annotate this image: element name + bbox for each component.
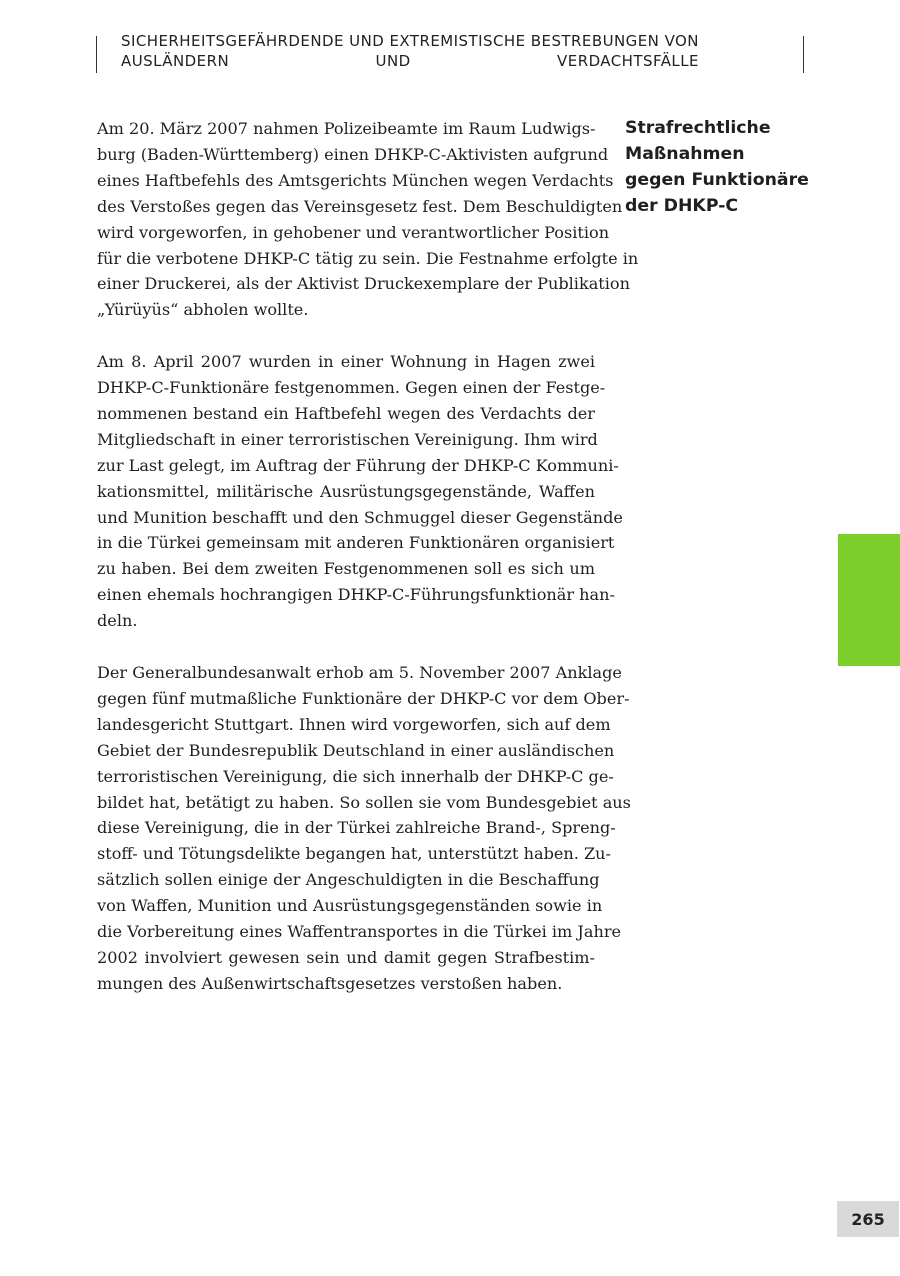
page-number-box xyxy=(837,1201,899,1237)
text-line: kationsmittel, militärische Ausrüstungsgegenstände, Waffen xyxy=(97,481,595,501)
text-line: DHKP-C-Funktionäre festgenommen. Gegen einen der Festge- xyxy=(97,378,606,398)
margin-note xyxy=(625,116,815,220)
text-line: Gebiet der Bundesrepublik Deutschland in einer ausländischen xyxy=(97,740,615,760)
text-line: zu haben. Bei dem zweiten Festgenommenen soll es sich um xyxy=(97,559,595,579)
text-line: bildet hat, betätigt zu haben. So sollen sie vom Bundesgebiet aus xyxy=(97,792,631,812)
paragraph xyxy=(97,349,623,634)
paragraph xyxy=(97,660,631,997)
text-line: stoff- und Tötungsdelikte begangen hat, unterstützt haben. Zu- xyxy=(97,844,611,864)
header-title-line: SICHERHEITSGEFÄHRDENDE UND EXTREMISTISCHE BESTREBUNGEN VON xyxy=(121,32,699,50)
text-line: sätzlich sollen einige der Angeschuldigten in die Beschaffung xyxy=(97,870,600,890)
main-text xyxy=(97,116,639,1023)
paragraph xyxy=(97,116,639,323)
text-line: einen ehemals hochrangigen DHKP-C-Führungsfunktionär han- xyxy=(97,585,615,605)
running-header xyxy=(96,32,804,73)
text-line: für die verbotene DHKP-C tätig zu sein. Die Festnahme erfolgte in xyxy=(97,248,639,268)
header-title-line: AUSLÄNDERN UND VERDACHTSFÄLLE xyxy=(121,52,699,70)
text-line: gegen fünf mutmaßliche Funktionäre der DHKP-C vor dem Ober- xyxy=(97,688,630,708)
text-line: nommenen bestand ein Haftbefehl wegen des Verdachts der xyxy=(97,403,595,423)
page-number: 265 xyxy=(851,1209,885,1229)
text-line: mungen des Außenwirtschaftsgesetzes verstoßen haben. xyxy=(97,973,563,993)
text-line: des Verstoßes gegen das Vereinsgesetz fest. Dem Beschuldigten xyxy=(97,196,623,216)
text-line: und Munition beschafft und den Schmuggel dieser Gegenstände xyxy=(97,507,623,527)
text-line: landesgericht Stuttgart. Ihnen wird vorgeworfen, sich auf dem xyxy=(97,714,611,734)
margin-note-line: der DHKP-C xyxy=(625,195,739,216)
text-line: 2002 involviert gewesen sein und damit gegen Strafbestim- xyxy=(97,947,595,967)
text-line: Mitgliedschaft in einer terroristischen Vereinigung. Ihm wird xyxy=(97,429,598,449)
text-line: eines Haftbefehls des Amtsgerichts München wegen Verdachts xyxy=(97,170,614,190)
text-line: von Waffen, Munition und Ausrüstungsgegenständen sowie in xyxy=(97,896,603,916)
text-line: Am 20. März 2007 nahmen Polizeibeamte im Raum Ludwigs- xyxy=(97,119,596,138)
text-line: einer Druckerei, als der Aktivist Druckexemplare der Publikation xyxy=(97,274,630,294)
text-line: „Yürüyüs“ abholen wollte. xyxy=(97,300,309,320)
section-tab xyxy=(838,534,900,666)
margin-note-line: Strafrechtliche xyxy=(625,118,771,138)
text-line: Am 8. April 2007 wurden in einer Wohnung in Hagen zwei xyxy=(97,352,595,372)
text-line: die Vorbereitung eines Waffentransportes in die Türkei im Jahre xyxy=(97,922,622,942)
margin-note-line: Maßnahmen xyxy=(625,143,745,164)
text-line: diese Vereinigung, die in der Türkei zahlreiche Brand-, Spreng- xyxy=(97,818,616,838)
text-line: terroristischen Vereinigung, die sich innerhalb der DHKP-C ge- xyxy=(97,766,614,786)
margin-note-line: gegen Funktionäre xyxy=(625,169,809,190)
text-line: deln. xyxy=(97,611,138,631)
text-line: in die Türkei gemeinsam mit anderen Funktionären organisiert xyxy=(97,533,615,553)
text-line: wird vorgeworfen, in gehobener und verantwortlicher Position xyxy=(97,222,610,242)
header-title xyxy=(121,31,699,71)
text-line: Der Generalbundesanwalt erhob am 5. November 2007 Anklage xyxy=(97,663,622,682)
text-line: burg (Baden-Württemberg) einen DHKP-C-Aktivisten aufgrund xyxy=(97,144,609,164)
text-line: zur Last gelegt, im Auftrag der Führung der DHKP-C Kommuni- xyxy=(97,455,619,475)
